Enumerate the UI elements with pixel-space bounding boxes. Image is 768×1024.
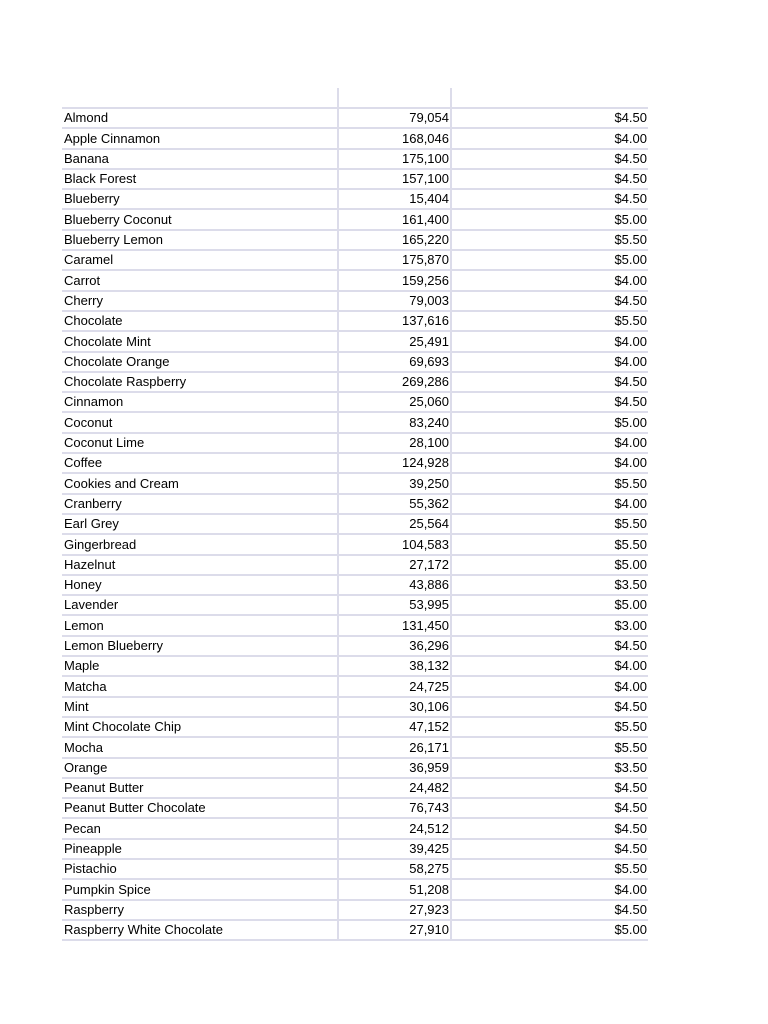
units-cell: 26,171	[338, 737, 451, 757]
price-cell: $4.00	[451, 433, 648, 453]
flavor-cell: Honey	[62, 575, 338, 595]
price-cell: $4.50	[451, 636, 648, 656]
table-row	[62, 717, 648, 737]
table-row	[62, 534, 648, 554]
price-cell: $4.50	[451, 839, 648, 859]
price-cell: $4.00	[451, 331, 648, 351]
table-row	[62, 737, 648, 757]
units-cell: 165,220	[338, 230, 451, 250]
price-cell: $5.00	[451, 412, 648, 432]
price-cell: $5.50	[451, 311, 648, 331]
flavor-cell: Black Forest	[62, 169, 338, 189]
units-cell: 25,564	[338, 514, 451, 534]
flavor-cell: Pecan	[62, 818, 338, 838]
price-cell: $3.50	[451, 758, 648, 778]
table-row	[62, 473, 648, 493]
price-cell: $5.50	[451, 534, 648, 554]
price-cell: $4.50	[451, 372, 648, 392]
table-row	[62, 879, 648, 899]
price-cell: $4.00	[451, 352, 648, 372]
table-row	[62, 636, 648, 656]
table-row	[62, 859, 648, 879]
units-cell: 157,100	[338, 169, 451, 189]
units-cell: 53,995	[338, 595, 451, 615]
table-row	[62, 839, 648, 859]
flavor-cell: Raspberry White Chocolate	[62, 920, 338, 940]
price-cell: $4.50	[451, 900, 648, 920]
units-cell: 51,208	[338, 879, 451, 899]
units-cell: 69,693	[338, 352, 451, 372]
table-row	[62, 494, 648, 514]
price-cell: $5.00	[451, 555, 648, 575]
table-row	[62, 128, 648, 148]
flavor-cell: Gingerbread	[62, 534, 338, 554]
units-cell: 36,959	[338, 758, 451, 778]
units-cell: 24,512	[338, 818, 451, 838]
header-cell-units	[338, 88, 451, 108]
flavor-cell: Coconut Lime	[62, 433, 338, 453]
table-row	[62, 920, 648, 940]
header-cell-price	[451, 88, 648, 108]
price-cell: $4.50	[451, 798, 648, 818]
table-row	[62, 555, 648, 575]
units-cell: 58,275	[338, 859, 451, 879]
price-cell: $4.00	[451, 270, 648, 290]
flavor-cell: Blueberry Coconut	[62, 209, 338, 229]
table-row	[62, 392, 648, 412]
flavor-cell: Maple	[62, 656, 338, 676]
price-cell: $5.50	[451, 717, 648, 737]
flavor-cell: Lemon Blueberry	[62, 636, 338, 656]
table-row	[62, 514, 648, 534]
price-cell: $5.00	[451, 920, 648, 940]
table-body	[62, 88, 648, 940]
units-cell: 28,100	[338, 433, 451, 453]
flavor-cell: Peanut Butter Chocolate	[62, 798, 338, 818]
table-row	[62, 433, 648, 453]
units-cell: 269,286	[338, 372, 451, 392]
table-row	[62, 291, 648, 311]
flavor-cell: Chocolate	[62, 311, 338, 331]
table-row	[62, 900, 648, 920]
table-row	[62, 250, 648, 270]
table-row	[62, 270, 648, 290]
units-cell: 137,616	[338, 311, 451, 331]
flavor-cell: Apple Cinnamon	[62, 128, 338, 148]
price-cell: $5.00	[451, 250, 648, 270]
table-row	[62, 352, 648, 372]
price-cell: $4.50	[451, 189, 648, 209]
flavor-cell: Chocolate Raspberry	[62, 372, 338, 392]
table-row	[62, 372, 648, 392]
flavor-table	[62, 88, 648, 941]
units-cell: 168,046	[338, 128, 451, 148]
price-cell: $4.00	[451, 879, 648, 899]
flavor-cell: Cookies and Cream	[62, 473, 338, 493]
flavor-cell: Cranberry	[62, 494, 338, 514]
price-cell: $4.50	[451, 392, 648, 412]
flavor-cell: Blueberry Lemon	[62, 230, 338, 250]
price-cell: $4.50	[451, 149, 648, 169]
flavor-cell: Cherry	[62, 291, 338, 311]
flavor-cell: Mint Chocolate Chip	[62, 717, 338, 737]
price-cell: $4.00	[451, 656, 648, 676]
table-row	[62, 575, 648, 595]
flavor-cell: Caramel	[62, 250, 338, 270]
units-cell: 79,003	[338, 291, 451, 311]
units-cell: 27,923	[338, 900, 451, 920]
flavor-cell: Chocolate Mint	[62, 331, 338, 351]
table-row	[62, 311, 648, 331]
price-cell: $5.50	[451, 230, 648, 250]
flavor-cell: Matcha	[62, 676, 338, 696]
units-cell: 175,100	[338, 149, 451, 169]
units-cell: 159,256	[338, 270, 451, 290]
units-cell: 55,362	[338, 494, 451, 514]
price-cell: $5.50	[451, 473, 648, 493]
price-cell: $4.50	[451, 778, 648, 798]
price-cell: $4.50	[451, 291, 648, 311]
flavor-cell: Mocha	[62, 737, 338, 757]
table-row	[62, 676, 648, 696]
table-row	[62, 149, 648, 169]
flavor-cell: Pineapple	[62, 839, 338, 859]
price-cell: $5.50	[451, 859, 648, 879]
flavor-cell: Orange	[62, 758, 338, 778]
flavor-cell: Lemon	[62, 615, 338, 635]
table-row	[62, 595, 648, 615]
units-cell: 104,583	[338, 534, 451, 554]
units-cell: 76,743	[338, 798, 451, 818]
price-cell: $5.50	[451, 737, 648, 757]
flavor-cell: Cinnamon	[62, 392, 338, 412]
table-row	[62, 798, 648, 818]
price-cell: $4.00	[451, 676, 648, 696]
units-cell: 39,425	[338, 839, 451, 859]
flavor-cell: Blueberry	[62, 189, 338, 209]
table-row	[62, 818, 648, 838]
units-cell: 79,054	[338, 108, 451, 128]
price-cell: $4.00	[451, 494, 648, 514]
table-row	[62, 453, 648, 473]
price-cell: $4.50	[451, 108, 648, 128]
units-cell: 25,060	[338, 392, 451, 412]
price-cell: $5.00	[451, 209, 648, 229]
units-cell: 83,240	[338, 412, 451, 432]
flavor-cell: Pistachio	[62, 859, 338, 879]
price-cell: $4.00	[451, 128, 648, 148]
flavor-cell: Almond	[62, 108, 338, 128]
table-row	[62, 108, 648, 128]
flavor-cell: Raspberry	[62, 900, 338, 920]
units-cell: 38,132	[338, 656, 451, 676]
table-row	[62, 169, 648, 189]
flavor-cell: Coconut	[62, 412, 338, 432]
table-header-row	[62, 88, 648, 108]
price-cell: $4.50	[451, 169, 648, 189]
flavor-cell: Hazelnut	[62, 555, 338, 575]
units-cell: 30,106	[338, 697, 451, 717]
units-cell: 161,400	[338, 209, 451, 229]
flavor-cell: Lavender	[62, 595, 338, 615]
units-cell: 25,491	[338, 331, 451, 351]
table-row	[62, 656, 648, 676]
price-cell: $4.00	[451, 453, 648, 473]
table-row	[62, 778, 648, 798]
table-row	[62, 331, 648, 351]
flavor-cell: Peanut Butter	[62, 778, 338, 798]
units-cell: 24,725	[338, 676, 451, 696]
table-row	[62, 697, 648, 717]
price-cell: $3.00	[451, 615, 648, 635]
units-cell: 27,172	[338, 555, 451, 575]
units-cell: 175,870	[338, 250, 451, 270]
flavor-cell: Chocolate Orange	[62, 352, 338, 372]
units-cell: 131,450	[338, 615, 451, 635]
flavor-cell: Mint	[62, 697, 338, 717]
price-cell: $5.50	[451, 514, 648, 534]
flavor-cell: Earl Grey	[62, 514, 338, 534]
table-row	[62, 412, 648, 432]
units-cell: 39,250	[338, 473, 451, 493]
price-cell: $4.50	[451, 697, 648, 717]
price-cell: $4.50	[451, 818, 648, 838]
price-cell: $3.50	[451, 575, 648, 595]
units-cell: 43,886	[338, 575, 451, 595]
units-cell: 47,152	[338, 717, 451, 737]
table-row	[62, 230, 648, 250]
flavor-cell: Banana	[62, 149, 338, 169]
table-row	[62, 209, 648, 229]
units-cell: 27,910	[338, 920, 451, 940]
flavor-cell: Carrot	[62, 270, 338, 290]
flavor-cell: Coffee	[62, 453, 338, 473]
table-row	[62, 758, 648, 778]
table-row	[62, 189, 648, 209]
units-cell: 124,928	[338, 453, 451, 473]
units-cell: 24,482	[338, 778, 451, 798]
price-cell: $5.00	[451, 595, 648, 615]
flavor-cell: Pumpkin Spice	[62, 879, 338, 899]
table-row	[62, 615, 648, 635]
header-cell-flavor	[62, 88, 338, 108]
units-cell: 15,404	[338, 189, 451, 209]
units-cell: 36,296	[338, 636, 451, 656]
